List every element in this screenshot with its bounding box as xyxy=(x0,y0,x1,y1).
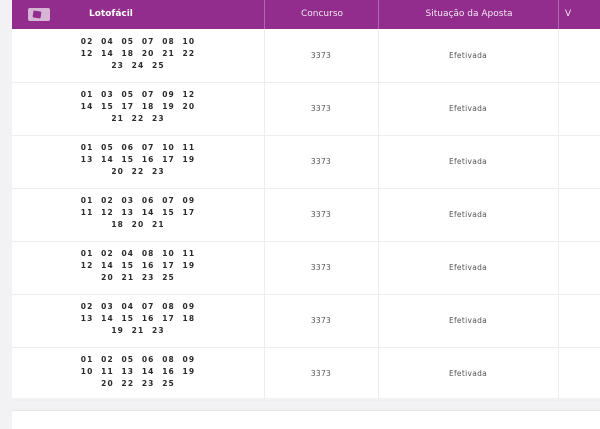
bet-numbers-line: 20 22 23 25 xyxy=(101,379,175,388)
bets-table xyxy=(12,0,600,398)
bet-numbers-line: 01 02 03 06 07 09 xyxy=(80,196,196,205)
bet-numbers-line: 02 03 04 07 08 09 xyxy=(80,302,196,311)
situacao-value: Efetivada xyxy=(378,347,559,400)
bet-numbers-line: 12 14 15 16 17 19 xyxy=(80,261,196,270)
header-situacao: Situação da Aposta xyxy=(378,0,559,29)
table-row[interactable] xyxy=(12,135,600,189)
bet-numbers-line: 20 22 23 xyxy=(111,167,165,176)
bet-numbers-line: 11 12 13 14 15 17 xyxy=(80,208,196,217)
situacao-value: Efetivada xyxy=(378,241,559,294)
lotofacil-logo-icon xyxy=(28,8,50,21)
bet-numbers-line: 14 15 17 18 19 20 xyxy=(80,102,196,111)
bet-numbers-line: 20 21 23 25 xyxy=(101,273,175,282)
bet-numbers-line: 21 22 23 xyxy=(111,114,165,123)
concurso-value: 3373 xyxy=(264,188,379,241)
header-lotofacil xyxy=(12,0,264,29)
bet-numbers-line: 01 05 06 07 10 11 xyxy=(80,143,196,152)
bet-numbers xyxy=(12,188,265,241)
table-row[interactable] xyxy=(12,241,600,295)
concurso-value: 3373 xyxy=(264,29,379,82)
bet-numbers-line: 19 21 23 xyxy=(111,326,165,335)
situacao-value: Efetivada xyxy=(378,135,559,188)
header-next-col: V xyxy=(558,0,600,29)
bet-numbers-line: 10 11 13 14 16 19 xyxy=(80,367,196,376)
bet-numbers-line: 01 02 04 08 10 11 xyxy=(80,249,196,258)
table-row[interactable] xyxy=(12,82,600,136)
bet-numbers-line: 13 14 15 16 17 19 xyxy=(80,155,196,164)
table-row[interactable] xyxy=(12,188,600,242)
bet-numbers xyxy=(12,82,265,135)
header-concurso: Concurso xyxy=(264,0,379,29)
table-row[interactable] xyxy=(12,347,600,401)
situacao-value: Efetivada xyxy=(378,188,559,241)
bet-numbers-line: 13 14 15 16 17 18 xyxy=(80,314,196,323)
bet-numbers xyxy=(12,135,265,188)
table-row[interactable] xyxy=(12,294,600,348)
situacao-value: Efetivada xyxy=(378,294,559,347)
concurso-value: 3373 xyxy=(264,294,379,347)
bet-numbers xyxy=(12,29,265,82)
bet-numbers-line: 12 14 18 20 21 22 xyxy=(80,49,196,58)
bottom-panel xyxy=(12,410,600,429)
situacao-value: Efetivada xyxy=(378,29,559,82)
table-header xyxy=(12,0,600,29)
header-game-label: Lotofácil xyxy=(89,9,133,19)
bet-numbers-line: 02 04 05 07 08 10 xyxy=(80,37,196,46)
table-row[interactable] xyxy=(12,29,600,83)
bet-numbers-line: 18 20 21 xyxy=(111,220,165,229)
bet-numbers xyxy=(12,241,265,294)
situacao-value: Efetivada xyxy=(378,82,559,135)
bet-numbers xyxy=(12,347,265,400)
concurso-value: 3373 xyxy=(264,82,379,135)
bet-numbers xyxy=(12,294,265,347)
concurso-value: 3373 xyxy=(264,135,379,188)
bet-numbers-line: 01 02 05 06 08 09 xyxy=(80,355,196,364)
bet-numbers-line: 01 03 05 07 09 12 xyxy=(80,90,196,99)
bet-numbers-line: 23 24 25 xyxy=(111,61,165,70)
concurso-value: 3373 xyxy=(264,241,379,294)
concurso-value: 3373 xyxy=(264,347,379,400)
